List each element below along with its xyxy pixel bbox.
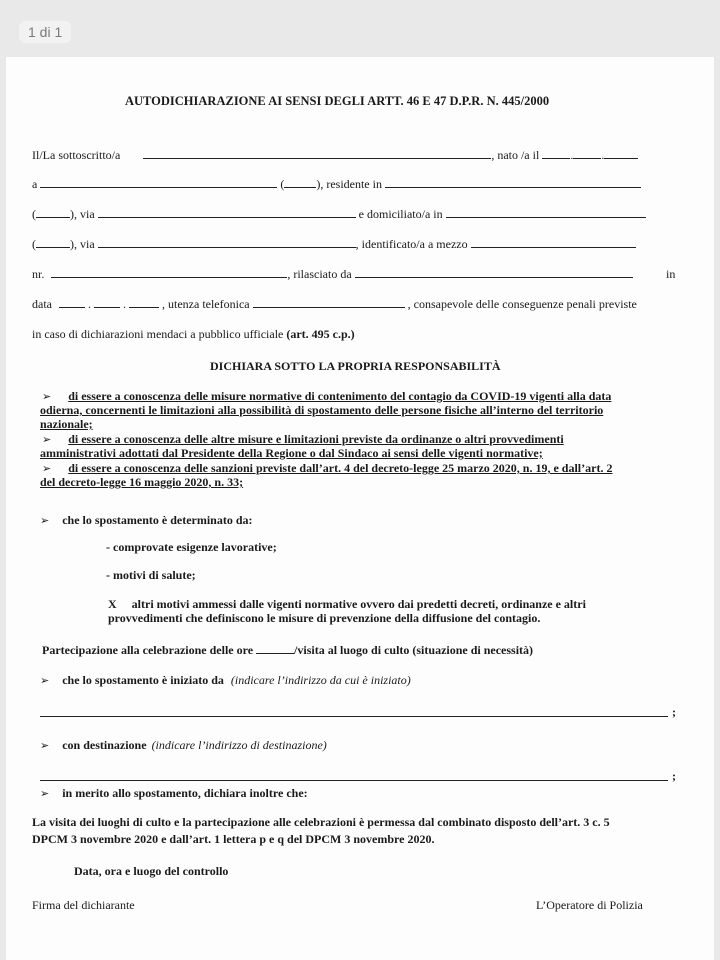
- destinazione-text: con destinazione: [62, 738, 147, 752]
- option-mark: X: [108, 597, 117, 611]
- date-separator: .: [601, 148, 605, 162]
- blank-name: [143, 148, 491, 159]
- blank-domicilio: [446, 207, 646, 218]
- dichiara-heading: DICHIARA SOTTO LA PROPRIA RESPONSABILITÀ: [210, 359, 501, 373]
- arrow-bullet-icon: ➢: [40, 514, 50, 527]
- inizio-text: che lo spostamento è iniziato da: [62, 673, 224, 687]
- field-row-mendaci: [32, 327, 355, 341]
- note-line-2: DPCM 3 novembre 2020 e dall’art. 1 lettera p e q del DPCM 3 novembre 2020.: [32, 832, 435, 846]
- label-rilasciato: , rilasciato da: [287, 267, 352, 281]
- spostamento-label: [40, 513, 253, 528]
- label-nato: , nato /a il: [491, 148, 540, 162]
- bullet-sanzioni: [42, 462, 612, 475]
- bullet-altre-misure-line2: [40, 447, 543, 460]
- bullet-misure-covid: [42, 390, 611, 403]
- open-paren: (: [32, 207, 36, 221]
- destinazione-end: ;: [672, 769, 676, 783]
- blank-numero-documento: [51, 267, 287, 278]
- merito-text: in merito allo spostamento, dichiara inoltre che:: [62, 786, 308, 800]
- blank-provincia-domicilio: [36, 237, 70, 248]
- bullet-text: di essere a conoscenza delle altre misure e limitazioni previste da ordinanze o altri provvedimenti: [68, 432, 564, 446]
- bullet-text: nazionale;: [40, 417, 93, 431]
- label-mendaci: in caso di dichiarazioni mendaci a pubblico ufficiale: [32, 327, 284, 341]
- blank-telefono: [253, 297, 405, 308]
- blank-luogo-nascita: [40, 177, 277, 188]
- arrow-bullet-icon: ➢: [40, 787, 50, 800]
- bullet-text: di essere a conoscenza delle sanzioni previste dall’art. 4 del decreto-legge 25 marzo 2020, n. 19, e dall’art. 2: [68, 461, 613, 475]
- blank-indirizzo-destinazione: [40, 780, 668, 781]
- blank-rilasciato-da: [355, 267, 633, 278]
- destinazione-label: [40, 738, 327, 753]
- bullet-text: amministrativi adottati dal Presidente della Regione o dal Sindaco ai sensi delle vigenti normative;: [40, 446, 543, 460]
- blank-data-giorno: [59, 297, 85, 308]
- option-altri-motivi-line2: provvedimenti che definiscono le misure di prevenzione della diffusione del contagio.: [108, 611, 541, 625]
- blank-residenza: [385, 177, 641, 188]
- spostamento-text: che lo spostamento è determinato da:: [62, 513, 253, 527]
- label-a: a: [32, 177, 38, 191]
- label-consapevole: , consapevole delle conseguenze penali previste: [407, 297, 637, 311]
- field-row-domicilio: [32, 207, 646, 221]
- option-esigenze-lavorative: - comprovate esigenze lavorative;: [106, 540, 277, 554]
- blank-via-residenza: [98, 207, 356, 218]
- label-sottoscritto: Il/La sottoscritto/a: [32, 148, 121, 162]
- field-row-residenza: [32, 177, 641, 191]
- partecipazione-text-2: /visita al luogo di culto (situazione di necessità): [294, 643, 534, 657]
- inizio-label: [40, 673, 411, 688]
- date-separator: .: [88, 297, 91, 311]
- partecipazione-text: Partecipazione alla celebrazione delle ore: [42, 643, 254, 657]
- note-line-1: La visita dei luoghi di culto e la partecipazione alle celebrazioni è permessa dal combinato disposto dell’art. 3 c. 5: [32, 815, 610, 829]
- operatore-polizia: L’Operatore di Polizia: [536, 898, 643, 912]
- arrow-bullet-icon: ➢: [40, 739, 50, 752]
- bullet-text: di essere a conoscenza delle misure normative di contenimento del contagio da COVID-19 vigenti alla data: [68, 389, 612, 403]
- bullet-sanzioni-line2: [40, 476, 243, 489]
- blank-documento: [471, 237, 636, 248]
- label-utenza: , utenza telefonica: [162, 297, 250, 311]
- bullet-misure-covid-line3: [40, 418, 93, 431]
- inizio-hint: (indicare l’indirizzo da cui è iniziato): [230, 673, 411, 687]
- field-row-identificato: [32, 237, 636, 251]
- merito-label: [40, 786, 308, 801]
- date-separator: .: [123, 297, 126, 311]
- data-ora-luogo: Data, ora e luogo del controllo: [74, 864, 229, 878]
- bullet-text: odierna, concernenti le limitazioni alla possibilità di spostamento delle persone fisiche all’interno del territorio: [40, 403, 604, 417]
- partecipazione-line: [42, 643, 533, 657]
- label-residente: ), residente in: [316, 177, 382, 191]
- blank-day: [542, 148, 570, 159]
- field-row-sottoscritto: [32, 148, 638, 162]
- document-title: AUTODICHIARAZIONE AI SENSI DEGLI ARTT. 46 E 47 D.P.R. N. 445/2000: [125, 94, 550, 108]
- blank-data-mese: [94, 297, 120, 308]
- label-via: ), via: [70, 207, 95, 221]
- field-row-data: [32, 297, 637, 311]
- arrow-bullet-icon: ➢: [42, 433, 52, 446]
- destinazione-hint: (indicare l’indirizzo di destinazione): [151, 738, 327, 752]
- bullet-text: del decreto-legge 16 maggio 2020, n. 33;: [40, 475, 244, 489]
- option-text: altri motivi ammessi dalle vigenti normative ovvero dai predetti decreti, ordinanze e altri: [131, 597, 586, 611]
- blank-indirizzo-inizio: [40, 716, 668, 717]
- field-row-rilasciato: [32, 267, 633, 281]
- open-paren: (: [280, 177, 285, 191]
- page-indicator: 1 di 1: [19, 21, 71, 43]
- option-motivi-salute: - motivi di salute;: [106, 568, 196, 582]
- label-domicilio: e domiciliato/a in: [358, 207, 443, 221]
- label-identificato: , identificato/a a mezzo: [355, 237, 468, 251]
- blank-data-anno: [129, 297, 159, 308]
- blank-ore: [256, 643, 294, 654]
- arrow-bullet-icon: ➢: [42, 390, 52, 403]
- arrow-bullet-icon: ➢: [42, 462, 52, 475]
- bullet-altre-misure: [42, 433, 564, 446]
- open-paren: (: [32, 237, 36, 251]
- blank-provincia-residenza: [36, 207, 70, 218]
- date-separator: .: [570, 148, 574, 162]
- inizio-end: ;: [672, 705, 676, 719]
- firma-dichiarante: Firma del dichiarante: [32, 898, 135, 912]
- blank-month: [573, 148, 601, 159]
- option-altri-motivi: [108, 597, 586, 611]
- label-via-2: ), via: [70, 237, 95, 251]
- blank-via-domicilio: [98, 237, 356, 248]
- blank-provincia: [284, 177, 316, 188]
- bullet-misure-covid-line2: [40, 404, 603, 417]
- blank-year: [604, 148, 638, 159]
- label-data: data: [32, 297, 52, 311]
- label-nr: nr.: [32, 267, 45, 281]
- arrow-bullet-icon: ➢: [40, 674, 50, 687]
- label-art495: (art. 495 c.p.): [286, 327, 355, 341]
- document-page: [6, 57, 714, 960]
- label-in: in: [666, 267, 676, 281]
